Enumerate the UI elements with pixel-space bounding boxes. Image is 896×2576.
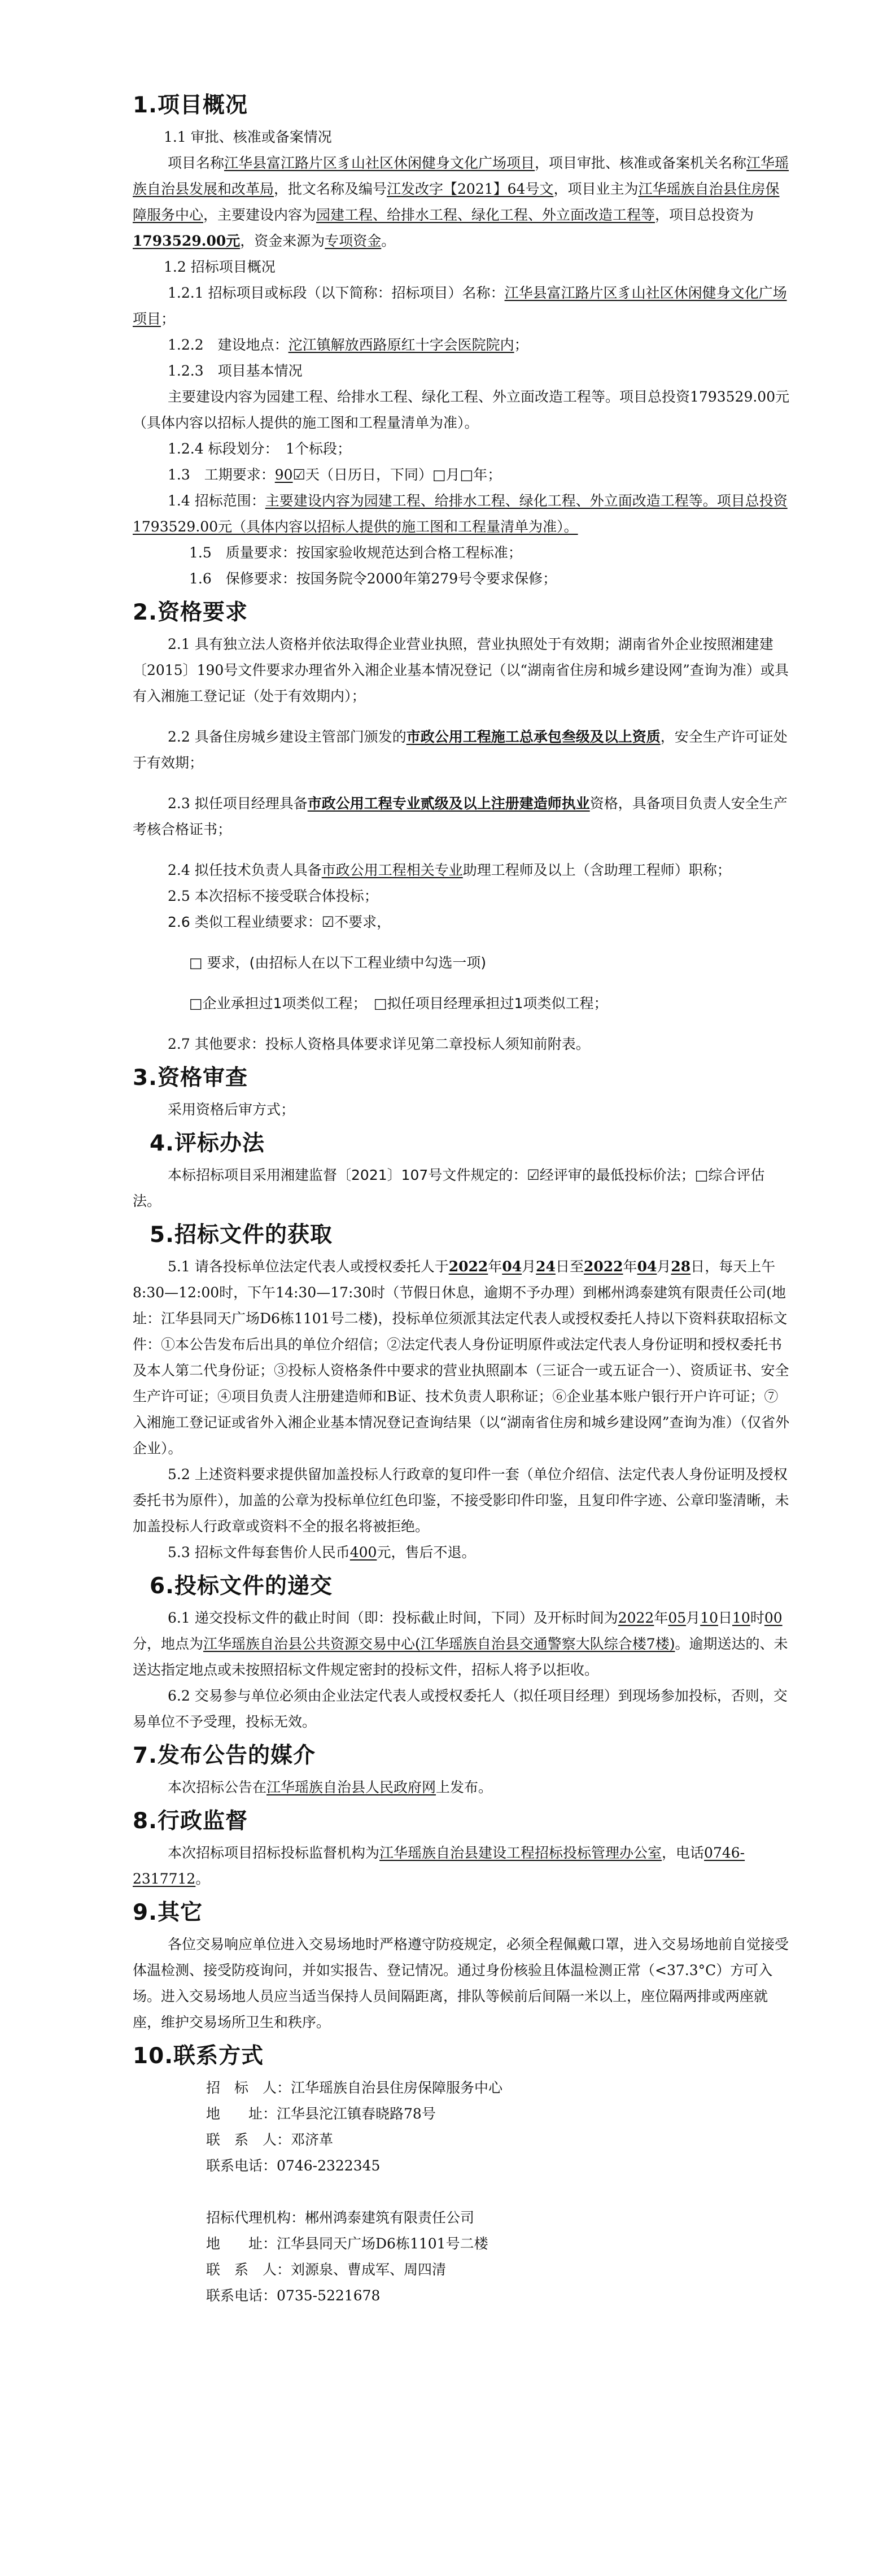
contact-tenderer-person: 联 系 人：邓济革 (206, 2132, 334, 2148)
approval-paragraph: 项目名称江华县富江路片区豸山社区休闲健身文化广场项目，项目审批、核准或备案机关名称江华瑶族自治县发展和改革局，批文名称及编号江发改字【2021】64号文，项目业主为江华瑶族自治县住房保障服务中心，主要建设内容为园建工程、给排水工程、绿化工程、外立面改造工程等，项目总投资为1793529.00元，资金来源为专项资金。 (133, 155, 789, 249)
manager-qualification: 市政公用工程专业贰级及以上注册建造师执业 (307, 795, 590, 812)
submission-place: 江华瑶族自治县公共资源交易中心(江华瑶族自治县交通警察大队综合楼7楼) (203, 1636, 675, 1652)
item-2-3: 2.3 拟任项目经理具备市政公用工程专业贰级及以上注册建造师执业资格，具备项目负责人安全生产考核合格证书； (133, 795, 788, 838)
fund-source: 专项资金 (325, 233, 382, 249)
contact-tenderer-phone: 联系电话：0746-2322345 (206, 2157, 381, 2174)
contact-tenderer: 招 标 人：江华瑶族自治县住房保障服务中心 (206, 2080, 503, 2096)
approval-org: 江华瑶族自治县发展和改革局 (133, 155, 789, 197)
section-title-submission: 6.投标文件的递交 (150, 1574, 333, 1599)
subheading-approval: 1.1 审批、核准或备案情况 (164, 129, 332, 145)
tech-lead-qualification: 市政公用工程相关专业 (321, 862, 463, 878)
supervision-tel: 0746-2317712 (133, 1845, 745, 1887)
section-title-obtain-documents: 5.招标文件的获取 (150, 1222, 333, 1248)
contact-agent-phone: 联系电话：0735-5221678 (206, 2287, 381, 2304)
supervision-org: 江华瑶族自治县建设工程招标投标管理办公室 (379, 1845, 662, 1861)
document-price: 400 (349, 1544, 377, 1561)
item-2-1: 2.1 具有独立法人资格并依法取得企业营业执照，营业执照处于有效期；湖南省外企业按照湘建建〔2015〕190号文件要求办理省外入湘企业基本情况登记（以“湖南省住房和城乡建设网”查询为准）或具有入湘施工登记证（处于有效期内）； (133, 636, 789, 704)
review-method: 采用资格后审方式； (168, 1101, 295, 1118)
item-6-1: 6.1 递交投标文件的截止时间（即：投标截止时间，下同）及开标时间为2022年05月10日10时00分，地点为江华瑶族自治县公共资源交易中心(江华瑶族自治县交通警察大队综合楼7楼)。逾期送达的、未送达指定地点或未按照招标文件规定密封的投标文件，招标人将予以拒收。 (133, 1610, 788, 1678)
media-paragraph: 本次招标公告在江华瑶族自治县人民政府网上发布。 (168, 1779, 493, 1795)
item-2-7: 2.7 其他要求：投标人资格具体要求详见第二章投标人须知前附表。 (168, 1036, 590, 1052)
project-owner: 江华瑶族自治县住房保障服务中心 (133, 181, 780, 223)
supervision-paragraph: 本次招标项目招标投标监督机构为江华瑶族自治县建设工程招标投标管理办公室，电话0746-2317712。 (133, 1845, 745, 1887)
project-name: 江华县富江路片区豸山社区休闲健身文化广场项目 (224, 155, 535, 171)
publish-media: 江华瑶族自治县人民政府网 (266, 1779, 436, 1795)
item-2-4: 2.4 拟任技术负责人具备市政公用工程相关专业助理工程师及以上（含助理工程师）职称； (168, 862, 731, 878)
item-2-5: 2.5 本次招标不接受联合体投标； (168, 888, 378, 904)
tender-scope: 主要建设内容为园建工程、给排水工程、绿化工程、外立面改造工程等。项目总投资1793529.00元（具体内容以招标人提供的施工图和工程量清单为准）。 (133, 492, 788, 535)
epidemic-rules: 各位交易响应单位进入交易场地时严格遵守防疫规定，必须全程佩戴口罩，进入交易场地前自觉接受体温检测、接受防疫询问，并如实报告、登记情况。通过身份核验且体温检测正常（<37.3°C）方可入场。进入交易场地人员应当适当保持人员间隔距离，排队等候前后间隔一米以上，座位隔两排或两座就座，维护交易场所卫生和秩序。 (133, 1936, 789, 2030)
item-1-2-2: 1.2.2 建设地点：沱江镇解放西路原红十字会医院院内； (168, 337, 528, 353)
contact-tenderer-address: 地 址：江华县沱江镇春晓路78号 (206, 2106, 436, 2122)
approval-doc: 江发改字【2021】64号文 (387, 181, 554, 197)
item-2-6-option-list: □企业承担过1项类似工程； □拟任项目经理承担过1项类似工程； (189, 995, 608, 1012)
contact-agent-person: 联 系 人：刘源泉、曹成军、周四清 (206, 2261, 447, 2278)
contact-agent-address: 地 址：江华县同天广场D6栋1101号二楼 (206, 2235, 488, 2252)
item-1-2-1: 1.2.1 招标项目或标段（以下简称：招标项目）名称：江华县富江路片区豸山社区休闲健身文化广场项目； (133, 285, 787, 327)
required-qualification: 市政公用工程施工总承包叁级及以上资质 (406, 729, 661, 745)
section-title-other: 9.其它 (133, 1900, 203, 1925)
item-2-2: 2.2 具备住房城乡建设主管部门颁发的市政公用工程施工总承包叁级及以上资质，安全生产许可证处于有效期； (133, 729, 788, 771)
section-title-review: 3.资格审查 (133, 1065, 248, 1091)
item-1-4: 1.4 招标范围：主要建设内容为园建工程、给排水工程、绿化工程、外立面改造工程等。项目总投资1793529.00元（具体内容以招标人提供的施工图和工程量清单为准）。 (133, 492, 788, 535)
item-6-2: 6.2 交易参与单位必须由企业法定代表人或授权委托人（拟任项目经理）到现场参加投标，否则，交易单位不予受理，投标无效。 (133, 1688, 788, 1730)
item-1-5: 1.5 质量要求：按国家验收规范达到合格工程标准； (189, 544, 522, 561)
item-1-2-4: 1.2.4 标段划分： 1个标段； (168, 441, 351, 457)
section-title-supervision: 8.行政监督 (133, 1808, 248, 1834)
total-investment: 1793529.00元 (133, 233, 241, 249)
evaluation-method: 本标招标项目采用湘建监督〔2021〕107号文件规定的：☑经评审的最低投标价法；□综合评估法。 (133, 1167, 765, 1209)
section-title-contact: 10.联系方式 (133, 2043, 264, 2069)
section-title-evaluation: 4.评标办法 (150, 1131, 265, 1156)
item-1-2-3: 1.2.3 项目基本情况 (168, 363, 303, 379)
item-1-3: 1.3 工期要求：90☑天（日历日，下同）□月□年； (168, 467, 502, 483)
item-5-3: 5.3 招标文件每套售价人民币400元，售后不退。 (168, 1544, 476, 1561)
section-title-media: 7.发布公告的媒介 (133, 1743, 316, 1768)
subheading-tender-overview: 1.2 招标项目概况 (164, 259, 276, 275)
item-2-6-option-required: □ 要求，(由招标人在以下工程业绩中勾选一项) (189, 954, 487, 971)
item-5-2: 5.2 上述资料要求提供留加盖投标人行政章的复印件一套（单位介绍信、法定代表人身份证明及授权委托书为原件），加盖的公章为投标单位红色印鉴，不接受影印件印鉴，且复印件字迹、公章印鉴清晰，未加盖投标人行政章或资料不全的报名将被拒绝。 (133, 1466, 789, 1535)
contact-agent: 招标代理机构：郴州鸿泰建筑有限责任公司 (206, 2209, 475, 2226)
construction-location: 沱江镇解放西路原红十字会医院院内 (288, 337, 514, 353)
item-1-6: 1.6 保修要求：按国务院令2000年第279号令要求保修； (189, 570, 557, 587)
construction-content: 园建工程、给排水工程、绿化工程、外立面改造工程等 (316, 207, 655, 223)
tender-name: 江华县富江路片区豸山社区休闲健身文化广场项目 (133, 285, 787, 327)
item-5-1: 5.1 请各投标单位法定代表人或授权委托人于2022年04月24日至2022年04月28日，每天上午8:30—12:00时，下午14:30—17:30时（节假日休息，逾期不予办理）到郴州鸿泰建筑有限责任公司(地址：江华县同天广场D6栋1101号二楼)，投标单位须派其法定代表人或授权委托人持以下资料获取招标文件：①本公告发布后出具的单位介绍信；②法定代表人身份证明原件或法定代表人身份证明和授权委托书及本人第二代身份证；③投标人资格条件中要求的营业执照副本（三证合一或五证合一）、资质证书、安全生产许可证；④项目负责人注册建造师和B证、技术负责人职称证；⑥企业基本账户银行开户许可证；⑦入湘施工登记证或省外入湘企业基本情况登记查询结果（以“湖南省住房和城乡建设网”查询为准）（仅省外企业）。 (133, 1258, 790, 1457)
item-2-6: 2.6 类似工程业绩要求：☑不要求， (168, 914, 391, 930)
duration-days: 90 (274, 467, 293, 483)
item-1-2-3-body: 主要建设内容为园建工程、给排水工程、绿化工程、外立面改造工程等。项目总投资1793529.00元（具体内容以招标人提供的施工图和工程量清单为准）。 (133, 389, 790, 431)
section-title-project-overview: 1.项目概况 (133, 93, 248, 118)
section-title-qualification: 2.资格要求 (133, 600, 248, 625)
